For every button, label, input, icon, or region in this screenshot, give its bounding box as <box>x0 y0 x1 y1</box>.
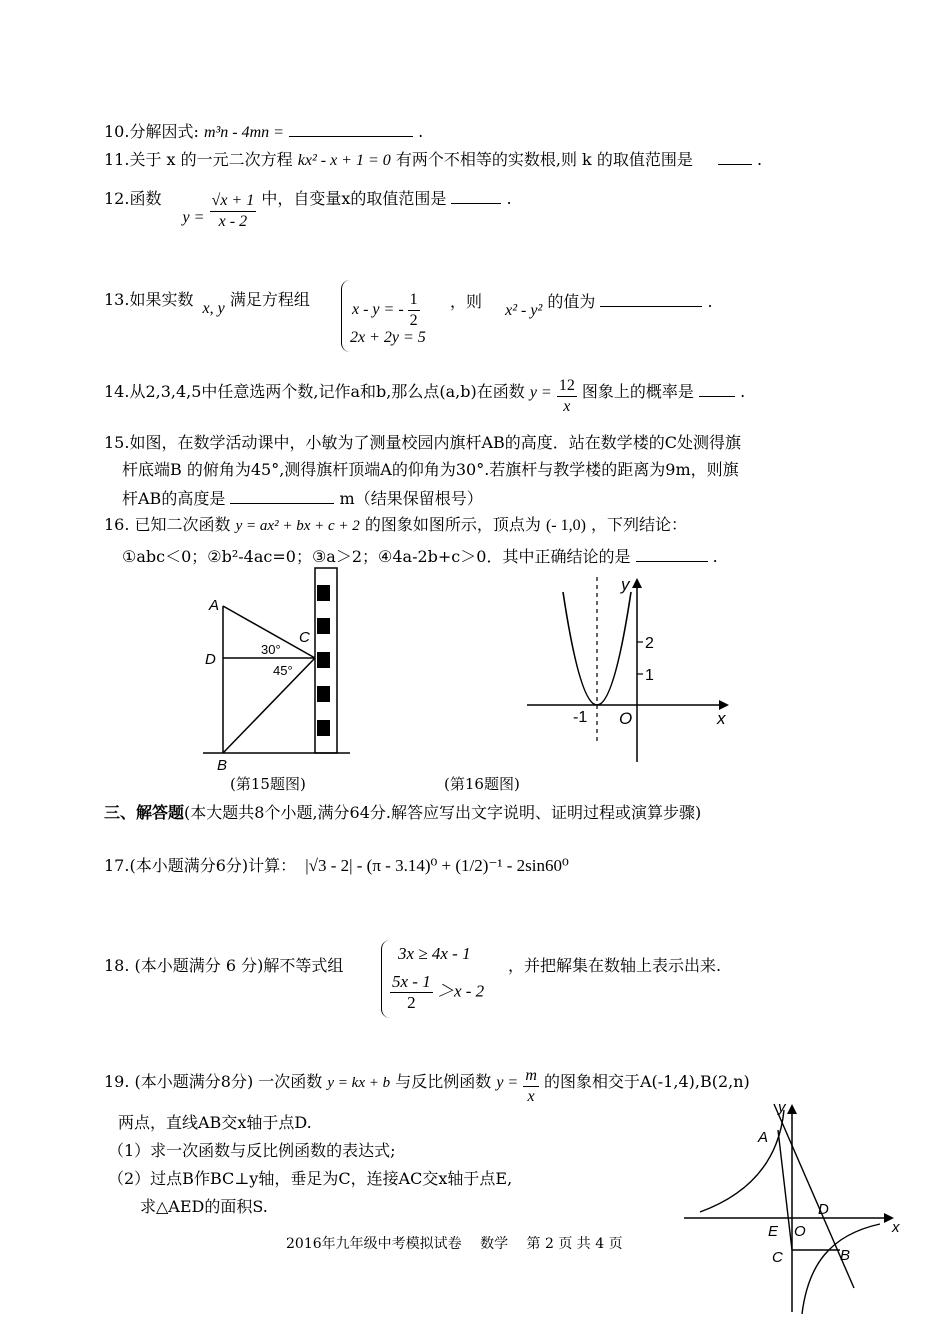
fig15-angle-45: 45° <box>273 663 293 678</box>
fig19-label-b: B <box>840 1247 851 1264</box>
fig15-window-3 <box>317 652 330 668</box>
q18-suffix: ，并把解集在数轴上表示出来. <box>508 956 722 975</box>
q19-line1 <box>104 1066 750 1107</box>
q13-text-a: 满足方程组 <box>229 290 310 309</box>
fig16-label-y: y <box>621 575 630 594</box>
q11-expr: kx² - x + 1 = 0 <box>297 152 391 169</box>
fig15-caption: (第15题图) <box>230 775 306 793</box>
fig15-window-2 <box>317 618 330 634</box>
question-13 <box>104 290 310 319</box>
q10-expr: m³n - 4mn = <box>203 124 284 141</box>
fig16-label-x: x <box>717 709 726 728</box>
q12-text: 中，自变量x的取值范围是 <box>261 189 447 208</box>
section-3-heading <box>104 803 701 823</box>
q10-blank <box>289 120 413 137</box>
q18-ineq2 <box>390 972 484 1013</box>
question-14 <box>104 376 745 417</box>
q16-line1-c: ，下列结论： <box>591 515 688 534</box>
q10-suffix: . <box>418 122 424 141</box>
q14-suffix: . <box>740 382 746 401</box>
q13-expr: x² - y² <box>505 302 543 319</box>
q13-text-b: ，则 <box>450 292 483 311</box>
q14-fraction <box>557 376 577 417</box>
q18-prefix: 18. (本小题满分 6 分)解不等式组 <box>104 956 344 975</box>
q13-blank <box>600 290 702 307</box>
q12-prefix: 12.函数 <box>104 189 162 208</box>
fig16-label-o: O <box>619 709 633 728</box>
q18-ineq2-num: 5x - 1 <box>392 972 431 991</box>
fig15-window-5 <box>317 720 330 736</box>
fig15-label-c: C <box>299 629 310 646</box>
fig16-label-2: 2 <box>645 635 654 652</box>
fig19-label-c: C <box>772 1249 783 1266</box>
fig15-label-a: A <box>209 597 220 614</box>
fig15-window-4 <box>317 686 330 702</box>
section-3-desc: (本大题共8个小题,满分64分.解答应写出文字说明、证明过程或演算步骤) <box>184 803 702 822</box>
figure-15 <box>195 560 360 780</box>
q19-fraction <box>523 1066 539 1107</box>
figure-16 <box>525 572 740 767</box>
fig15-window-1 <box>317 585 330 601</box>
q15-line3-b: m（结果保留根号） <box>339 489 483 508</box>
q19-line5: 求△AED的面积S. <box>140 1197 268 1216</box>
q11-suffix: . <box>757 150 763 169</box>
question-10 <box>104 120 423 143</box>
q11-blank <box>718 148 752 165</box>
q15-line3-a: 杆AB的高度是 <box>122 489 226 508</box>
q13-text-c: 的值为 <box>547 292 596 311</box>
q18-ineq1: 3x ≥ 4x - 1 <box>398 944 471 963</box>
q14-text-b: 图象上的概率是 <box>581 382 694 401</box>
q12-lhs: y = <box>182 209 205 226</box>
q14-numerator: 12 <box>557 376 577 397</box>
q13-vars: x, y <box>202 300 225 317</box>
fig19-label-o: O <box>794 1223 806 1240</box>
q19-denominator: x <box>527 1088 535 1105</box>
q19-line1-b: 与反比例函数 <box>395 1072 492 1091</box>
section-3-title: 三、解答题 <box>104 803 185 822</box>
q15-line3 <box>122 487 483 509</box>
q13-eq1-den: 2 <box>409 312 418 329</box>
fig15-angle-30: 30° <box>261 642 281 657</box>
fig16-label-minus1: -1 <box>573 709 588 726</box>
q13-prefix: 13.如果实数 <box>104 290 194 309</box>
question-17 <box>104 856 569 876</box>
q13-suffix: . <box>707 292 713 311</box>
q16-line1 <box>104 515 687 536</box>
q12-denominator: x - 2 <box>218 213 248 230</box>
fig19-label-x: x <box>892 1219 900 1236</box>
q12-fraction <box>210 191 257 232</box>
q15-line1: 15.如图，在数学活动课中，小敏为了测量校园内旗杆AB的高度．站在数学楼的C处测得旗 <box>104 433 742 452</box>
fig19-label-e: E <box>768 1223 779 1240</box>
q19-expr1: y = kx + b <box>327 1075 391 1091</box>
fig16-parabola <box>563 592 631 705</box>
q18-ineq2-rhs: ＞x - 2 <box>436 981 485 1001</box>
q16-suffix: . <box>712 547 718 566</box>
q19-line1-a: 19. (本小题满分8分) 一次函数 <box>104 1072 323 1091</box>
fig16-label-1: 1 <box>645 667 654 684</box>
q13-eq2: 2x + 2y = 5 <box>350 329 426 346</box>
q13-rest <box>450 290 713 321</box>
q14-blank <box>699 380 735 397</box>
q17-prefix: 17.(本小题满分6分)计算： <box>104 856 297 875</box>
fig19-hyperbola-right <box>802 1224 880 1314</box>
fig19-label-d: D <box>818 1201 829 1218</box>
q15-blank <box>230 487 334 504</box>
q13-eq1-num: 1 <box>408 290 420 311</box>
q12-numerator: √x + 1 <box>210 191 257 212</box>
page-footer: 2016年九年级中考模拟试卷 数学 第 2 页 共 4 页 <box>286 1236 623 1252</box>
q19-lhs2: y = <box>496 1074 519 1091</box>
q16-line2-a: ①abc＜0；②b²-4ac=0；③a＞2；④4a-2b+c＞0．其中正确结论的是 <box>122 547 631 566</box>
q14-text-a: 14.从2,3,4,5中任意选两个数,记作a和b,那么点(a,b)在函数 <box>104 382 525 401</box>
q13-eq1-left: x - y = - <box>352 301 404 319</box>
q15-line2: 杆底端B 的俯角为45°,测得旗杆顶端A的仰角为30°.若旗杆与教学楼的距离为9m，则旗 <box>122 460 739 479</box>
q16-line1-b: 的图象如图所示，顶点为 <box>364 515 541 534</box>
q13-eq1 <box>352 290 420 331</box>
q16-vertex: (- 1,0) <box>545 517 586 534</box>
fig16-y-arrow <box>632 578 642 588</box>
q19-line4: （2）过点B作BC⊥y轴，垂足为C，连接AC交x轴于点E, <box>108 1169 513 1188</box>
fig16-caption: (第16题图) <box>444 775 520 793</box>
q16-blank <box>636 545 708 562</box>
question-12 <box>104 185 512 232</box>
q19-line1-c: 的图象相交于A(-1,4),B(2,n) <box>543 1072 750 1091</box>
fig19-y-arrow <box>787 1104 797 1114</box>
q19-line3: （1）求一次函数与反比例函数的表达式; <box>108 1141 396 1160</box>
q13-brace <box>341 280 350 352</box>
q17-expr: |√3 - 2| - (π - 3.14)⁰ + (1/2)⁻¹ - 2sin60⁰ <box>305 856 569 875</box>
q10-prefix: 10.分解因式: <box>104 122 199 141</box>
q16-line1-a: 16. 已知二次函数 <box>104 515 231 534</box>
fig19-line-ac <box>778 1130 792 1250</box>
q12-blank <box>451 187 501 204</box>
q14-denominator: x <box>563 398 571 415</box>
fig19-label-a: A <box>758 1129 769 1146</box>
question-11 <box>104 148 762 171</box>
q13-eq1-frac <box>408 290 420 331</box>
q12-suffix: . <box>506 189 512 208</box>
q14-lhs: y = <box>529 384 552 401</box>
fig19-label-y: y <box>778 1100 786 1116</box>
fig15-label-d: D <box>205 651 216 668</box>
q18-ineq2-den: 2 <box>407 993 416 1012</box>
fig15-line-bc <box>223 658 315 753</box>
q19-numerator: m <box>523 1066 539 1087</box>
q16-expr: y = ax² + bx + c + 2 <box>235 518 360 534</box>
q18-brace <box>381 940 390 1018</box>
fig15-label-b: B <box>217 757 228 774</box>
q19-line2: 两点，直线AB交x轴于点D. <box>118 1113 312 1132</box>
q11-text-b: 有两个不相等的实数根,则 k 的取值范围是 <box>395 150 693 169</box>
q11-text-a: 11.关于 x 的一元二次方程 <box>104 150 293 169</box>
q18-ineq2-frac <box>390 972 433 1013</box>
figure-19 <box>680 1100 910 1315</box>
fig19-hyperbola-left <box>700 1110 784 1212</box>
